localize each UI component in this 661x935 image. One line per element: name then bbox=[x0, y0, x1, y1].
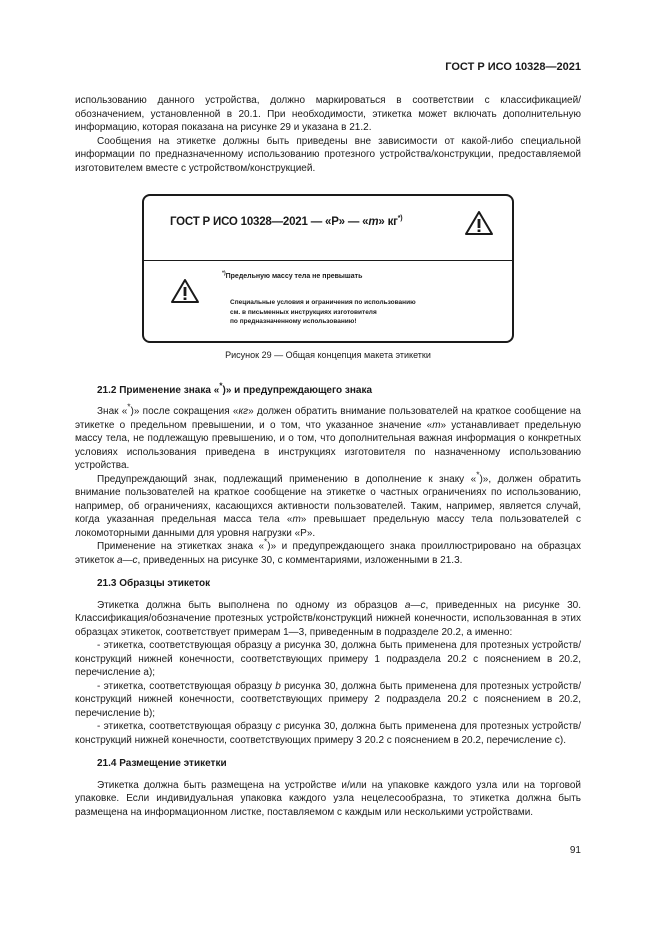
document-body bbox=[75, 94, 581, 819]
text-run: » должен обратить внимание пользователей на краткое сообщение на этикетке о предельном превышении, и о том, что указанное значение « bbox=[75, 406, 581, 431]
figure-caption: Рисунок 29 — Общая концепция макета этикетки bbox=[225, 350, 431, 360]
text-run: )» после сокращения « bbox=[130, 406, 239, 417]
list-item-b bbox=[75, 680, 581, 721]
section-21-2-paragraph-2 bbox=[75, 469, 582, 541]
section-heading-21-4: 21.4 Размещение этикетки bbox=[97, 758, 227, 769]
text-run: » устанавливает предельную массу тела, не подлежащую превышению, и о том, что дополнительная важная информация о конкретных условиях использования приведена в инструкциях изготовителя по назначенному использованию устройства. bbox=[75, 419, 581, 471]
text-run: Этикетка должна быть выполнена по одному из образцов bbox=[97, 599, 405, 611]
text-italic: m bbox=[292, 514, 301, 525]
asterisk-mark: * bbox=[264, 536, 268, 547]
label-condition-line-3: по предназначенному использованию! bbox=[230, 318, 357, 325]
label-divider bbox=[144, 260, 512, 261]
section-heading-21-3: 21.3 Образцы этикеток bbox=[97, 578, 211, 589]
label-note bbox=[222, 270, 362, 284]
list-item-c bbox=[75, 720, 581, 747]
label-condition-line-2: см. в письменных инструкциях изготовителя bbox=[230, 308, 377, 316]
text-run: , приведенных на рисунке 30. Классификация/обозначение протезных устройств/конструкций нижней конечности, использованная в этих образцах этикеток, соответствует примерам 1—3, приведенным в подразделе 20.2, а именно: bbox=[75, 599, 581, 638]
text-italic: a—c bbox=[404, 599, 426, 611]
text-run: рисунка 30, должна быть применена для протезных устройств/конструкций нижней конечности, соответствующих примеру 2 подраздела 20.2 с пояснением в 20.2, перечисление b); bbox=[75, 680, 581, 719]
label-title-m: m bbox=[368, 216, 379, 228]
text-run: » превышает предельную массу тела пользователей с локомоторными данными для уровня нагрузки «P». bbox=[75, 514, 582, 539]
page-number: 91 bbox=[569, 845, 581, 856]
text-run: - этикетка, соответствующая образцу bbox=[97, 721, 276, 732]
text-run: рисунка 30, должна быть применена для протезных устройств/конструкций нижней конечности, соответствующих примеру 1 подраздела 20.2 с пояснением в 20.2, перечисление a); bbox=[75, 640, 581, 678]
warning-triangle-icon bbox=[170, 278, 200, 304]
text-run: )», должен обратить внимание пользователей на краткое сообщение на этикетке о частных ограничениях по использованию, например, об ограничениях, касающихся активности пользователей. Таким, например, является случай, когда указанная предельная масса тела « bbox=[75, 473, 581, 525]
asterisk-mark: * bbox=[219, 380, 223, 391]
text-run: - этикетка, соответствующая образцу bbox=[97, 680, 276, 692]
label-note-text: Предельную массу тела не превышать bbox=[225, 273, 363, 280]
section-heading-21-2 bbox=[75, 380, 581, 398]
label-title bbox=[170, 216, 402, 230]
text-run: рисунка 30, должна быть применена для протезных устройств/конструкций нижней конечности, соответствующих примеру 3 20.2 с пояснением в 20.2, перечисление c). bbox=[75, 721, 581, 746]
label-condition-line-1: Специальные условия и ограничения по использованию bbox=[230, 299, 416, 306]
text-run: Предупреждающий знак, подлежащий применению в дополнение к знаку « bbox=[97, 473, 477, 485]
label-title-mark: *) bbox=[397, 215, 403, 223]
text-run: , приведенных на рисунке 30, с комментариями, изложенными в 21.3. bbox=[137, 554, 463, 566]
list-item-a bbox=[75, 639, 581, 680]
label-title-suffix: » кг bbox=[378, 216, 398, 228]
asterisk-mark: * bbox=[127, 401, 131, 412]
text-italic: кг bbox=[238, 406, 249, 417]
section-21-2-paragraph-1 bbox=[75, 401, 581, 473]
section-21-4-paragraph-1: Этикетка должна быть размещена на устройстве и/или на упаковке каждого узла или на торговой упаковке. Если индивидуальная упаковка каждого узла нецелесообразна, то этикетка должна быть размещена на информационном листке, поставляемом с каждым или несколькими устройствами. bbox=[75, 779, 581, 818]
text-run: )» и предупреждающего знака проиллюстрировано на образцах этикеток bbox=[75, 541, 581, 566]
text-run: Применение на этикетках знака « bbox=[97, 541, 265, 552]
warning-triangle-icon bbox=[464, 210, 494, 236]
standard-header: ГОСТ Р ИСО 10328—2021 bbox=[445, 61, 581, 73]
label-title-prefix: ГОСТ Р ИСО 10328—2021 — «P» — « bbox=[170, 216, 369, 228]
section-21-3-paragraph-1 bbox=[75, 599, 581, 640]
intro-paragraph-1: использованию данного устройства, должно маркироваться в соответствии с классификацией/обозначением, установленной в 20.1. При необходимости, этикетка может включать дополнительную информацию, которая показана на рисунке 29 и указана в 21.2. bbox=[75, 95, 581, 133]
text-run: - этикетка, соответствующая образцу bbox=[97, 640, 276, 651]
intro-paragraph-2: Сообщения на этикетке должны быть приведены вне зависимости от какой-либо специальной информации по предназначенному использованию протезного устройства/конструкции, предоставляемой изготовителем вместе с устройством/конструкцией. bbox=[75, 135, 581, 174]
label-layout-figure bbox=[142, 194, 514, 343]
text-italic: a—c bbox=[116, 554, 138, 566]
heading-part: )» и предупреждающего знака bbox=[222, 384, 373, 396]
text-italic: a bbox=[275, 640, 281, 651]
label-conditions bbox=[230, 298, 416, 327]
text-italic: m bbox=[432, 419, 441, 431]
section-21-2-paragraph-3 bbox=[75, 536, 581, 567]
text-italic: b bbox=[275, 680, 281, 692]
text-italic: c bbox=[275, 721, 281, 732]
label-note-mark: *) bbox=[222, 270, 226, 277]
heading-part: 21.2 Применение знака « bbox=[97, 384, 220, 396]
text-run: Знак « bbox=[97, 406, 128, 417]
asterisk-mark: * bbox=[476, 469, 480, 480]
label-top-section bbox=[144, 196, 512, 260]
